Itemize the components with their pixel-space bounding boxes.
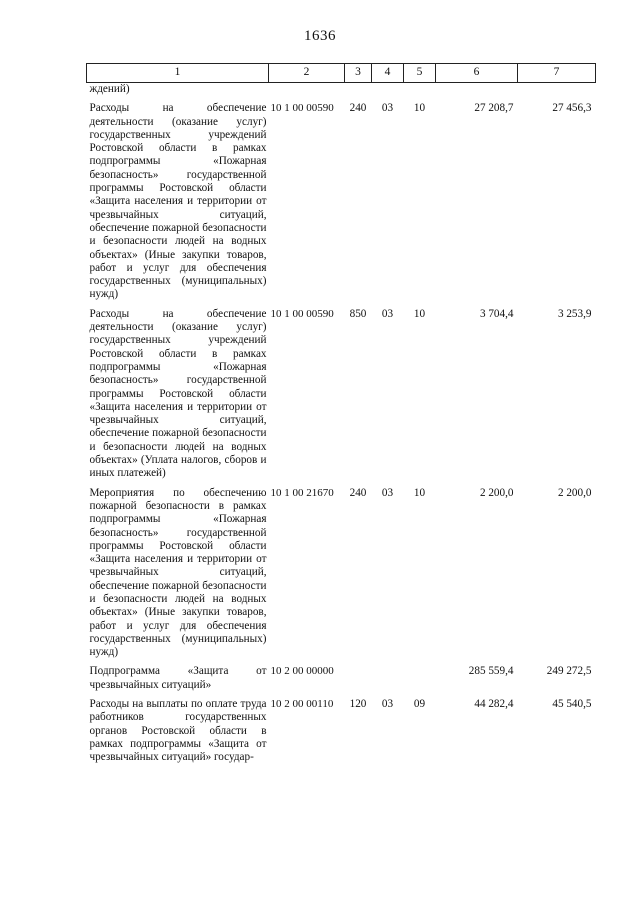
amount-col7: 2 200,0 [557,486,592,499]
column-header: 1 [87,64,269,83]
expense-type: 850 [349,307,367,320]
subsection: 09 [413,698,426,711]
column-header: 3 [345,64,372,83]
column-header: 5 [404,64,436,83]
table-row [87,481,596,660]
amount-col6: 2 200,0 [479,486,514,499]
table-row [87,659,596,692]
column-header: 6 [436,64,518,83]
expense-type: 240 [349,102,367,115]
row-description: Расходы на обеспечение деятельности (оказание услуг) государственных учреждений Ростовской области в рамках подпрограммы «Пожарная безопасность» государственной программы Ростовской области «Защита населения и территории от чрезвычайных ситуаций, обеспечение пожарной безопасности и безопасности людей на водных объектах» (Уплата налогов, сборов и иных платежей) [89,307,267,480]
amount-col7: 249 272,5 [546,665,592,678]
continuation-text: ждений) [89,83,130,95]
budget-table [86,63,595,765]
continuation-row [87,83,596,97]
subsection: 10 [413,486,426,499]
target-code: 10 1 00 00590 [270,307,334,320]
subsection: 10 [413,307,426,320]
row-description: Расходы на обеспечение деятельности (оказание услуг) государственных учреждений Ростовской области в рамках подпрограммы «Пожарная безопасность» государственной программы Ростовской области «Защита населения и территории от чрезвычайных ситуаций, обеспечение пожарной безопасности и безопасности людей на водных объектах» (Иные закупки товаров, работ и услуг для обеспечения государственных (муниципальных) нужд) [89,102,267,301]
amount-col6: 285 559,4 [468,665,514,678]
row-description: Подпрограмма «Защита от чрезвычайных ситуаций» [89,665,267,691]
row-description: Расходы на выплаты по оплате труда работников государственных органов Ростовской области в рамках подпрограммы «Защита от чрезвычайных ситуаций» государ- [89,698,267,764]
target-code: 10 2 00 00110 [270,698,334,711]
column-header: 4 [372,64,404,83]
section [372,659,404,692]
expense-type [345,659,372,692]
expense-type: 240 [349,486,367,499]
amount-col6: 27 208,7 [474,102,514,115]
page-number: 1636 [304,28,336,44]
section: 03 [381,307,394,320]
expense-type: 120 [349,698,367,711]
table-row [87,96,596,301]
section: 03 [381,102,394,115]
target-code: 10 2 00 00000 [270,665,334,678]
section: 03 [381,486,394,499]
row-description: Мероприятия по обеспечению пожарной безопасности в рамках подпрограммы «Пожарная безопасность» государственной программы Ростовской области «Защита населения и территории от чрезвычайных ситуаций, обеспечение пожарной безопасности и безопасности людей на водных объектах» (Иные закупки товаров, работ и услуг для обеспечения государственных (муниципальных) нужд) [89,486,267,659]
column-header: 7 [518,64,596,83]
header-row [87,64,596,83]
target-code: 10 1 00 00590 [270,102,334,115]
subsection: 10 [413,102,426,115]
subsection [404,659,436,692]
column-header: 2 [269,64,345,83]
table-row [87,692,596,764]
amount-col6: 3 704,4 [479,307,514,320]
amount-col7: 45 540,5 [552,698,592,711]
amount-col6: 44 282,4 [474,698,514,711]
target-code: 10 1 00 21670 [270,486,334,499]
amount-col7: 3 253,9 [557,307,592,320]
table-row [87,302,596,481]
section: 03 [381,698,394,711]
amount-col7: 27 456,3 [552,102,592,115]
